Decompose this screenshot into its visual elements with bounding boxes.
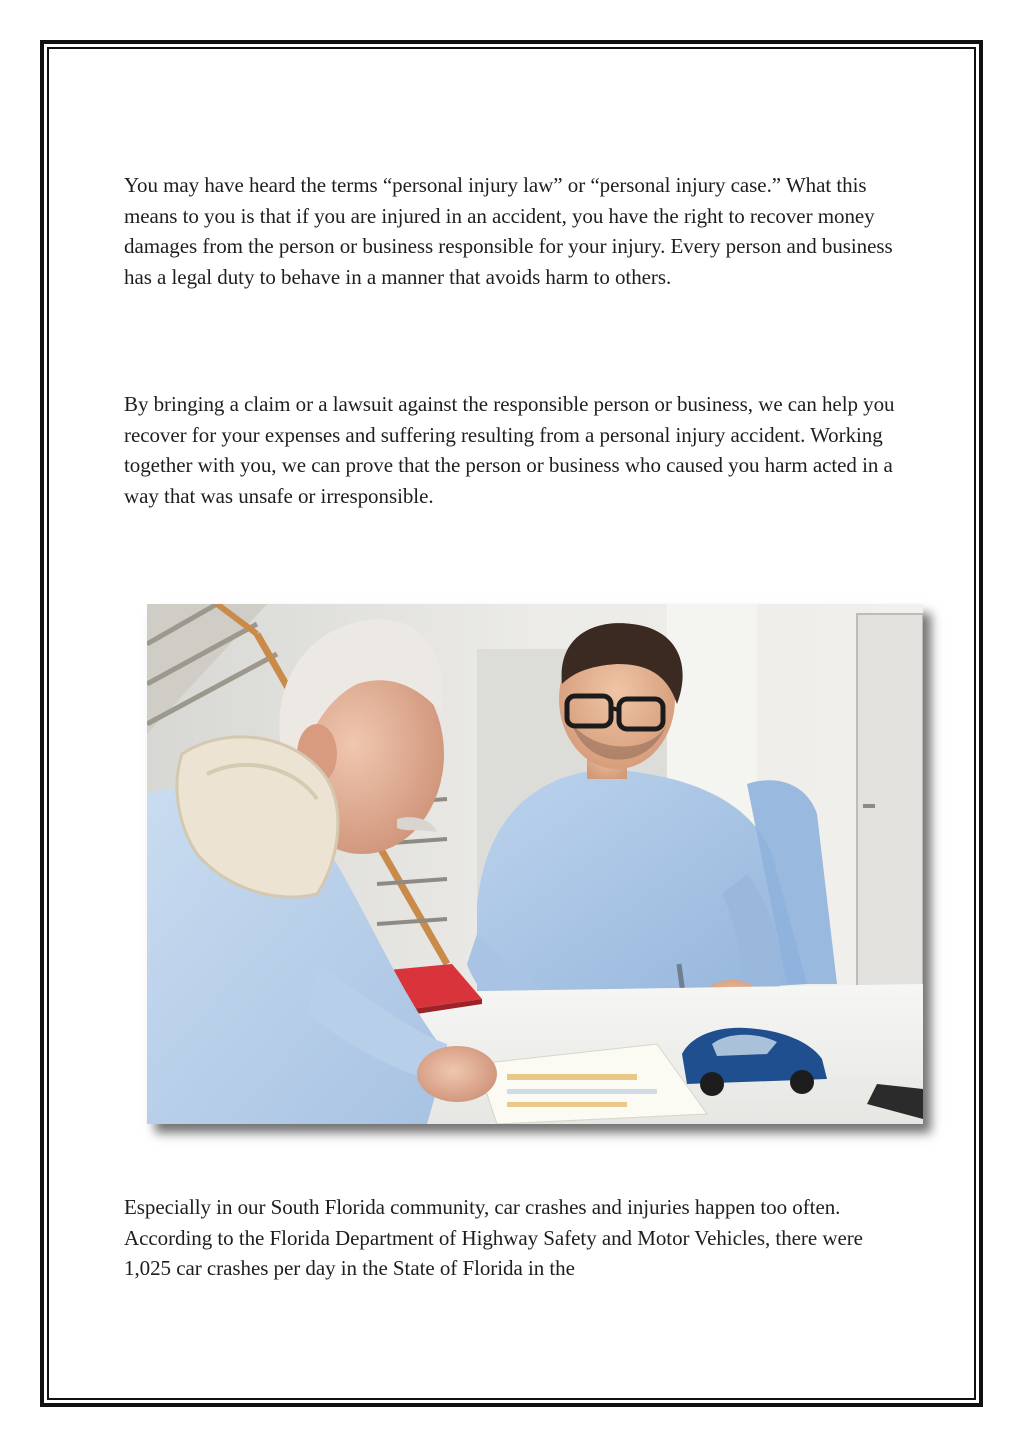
lawyer-client-photo (147, 604, 923, 1124)
photo-illustration (147, 604, 923, 1124)
paragraph-florida-car-crashes: Especially in our South Florida community, car crashes and injuries happen too often. According to the Florida Department of Highway Safety and Motor Vehicles, there were 1,025 car crashes per day in the State of Florida in the (124, 1195, 863, 1281)
paragraph-personal-injury-intro: You may have heard the terms “personal injury law” or “personal injury case.” What this means to you is that if you are injured in an accident, you have the right to recover money damages from the person or business responsible for your injury. Every person and business has a legal duty to behave in a manner that avoids harm to others. (124, 173, 893, 289)
door (857, 614, 923, 1014)
paragraph-claim-lawsuit: By bringing a claim or a lawsuit against the responsible person or business, we can help you recover for your expenses and suffering resulting from a personal injury accident. Working together with you, we can prove that the person or business who caused you harm acted in a way that was unsafe or irresponsible. (124, 392, 895, 508)
